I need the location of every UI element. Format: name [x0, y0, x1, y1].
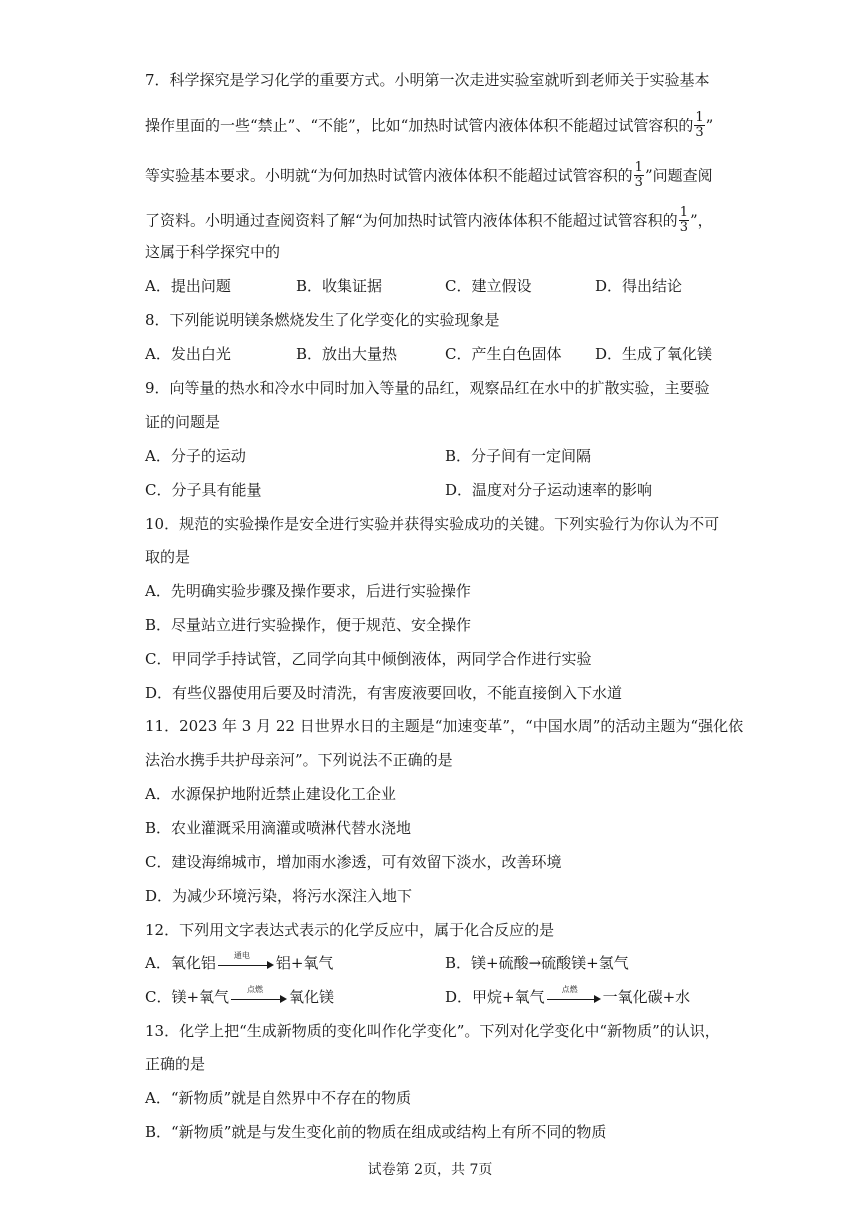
q8-option-a: A．发出白光: [145, 345, 231, 363]
q7-stem-text: 操作里面的一些“禁止”、“不能”，比如“加热时试管内液体体积不能超过试管容积的: [145, 116, 694, 135]
q9-option-d: D．温度对分子运动速率的影响: [445, 481, 653, 499]
q8-option-b: B．放出大量热: [296, 345, 398, 363]
q10-option-c: C．甲同学手持试管，乙同学向其中倾倒液体，两同学合作进行实验: [145, 650, 592, 668]
q13-stem-line-2: 正确的是: [145, 1055, 206, 1073]
q11-option-d: D．为减少环境污染，将污水深注入地下: [145, 887, 413, 905]
q7-stem-text: 等实验基本要求。小明就“为何加热时试管内液体体积不能超过试管容积的: [145, 166, 633, 185]
q10-stem-line-2: 取的是: [145, 548, 191, 566]
q12-option-a: A．氧化铝 通电 铝+氧气: [145, 951, 334, 972]
q12-stem: 12．下列用文字表达式表示的化学反应中，属于化合反应的是: [145, 921, 555, 939]
q11-option-a: A．水源保护地附近禁止建设化工企业: [145, 785, 396, 803]
q11-option-b: B．农业灌溉采用滴灌或喷淋代替水浇地: [145, 819, 412, 837]
q9-option-c: C．分子具有能量: [145, 481, 262, 499]
q7-stem-line-4: 了资料。小明通过查阅资料了解“为何加热时试管内液体体积不能超过试管容积的 $\frac{1}{3}$ ”，: [145, 205, 713, 235]
q7-option-c: C．建立假设: [445, 277, 532, 295]
reaction-arrow-icon: 点燃: [231, 991, 287, 1005]
q11-stem-line-2: 法治水携手共护母亲河”。下列说法不正确的是: [145, 751, 453, 769]
q12-option-c: C．镁+氧气 点燃 氧化镁: [145, 985, 335, 1006]
fraction-one-third: $\frac{1}{3}$: [679, 205, 688, 235]
q7-option-b: B．收集证据: [296, 277, 383, 295]
q13-stem-line-1: 13．化学上把“生成新物质的变化叫作化学变化”。下列对化学变化中“新物质”的认识，: [145, 1022, 720, 1040]
q8-option-d: D．生成了氧化镁: [595, 345, 713, 363]
q9-option-b: B．分子间有一定间隔: [445, 447, 592, 465]
q11-option-c: C．建设海绵城市，增加雨水渗透，可有效留下淡水，改善环境: [145, 853, 562, 871]
q10-option-a: A．先明确实验步骤及操作要求，后进行实验操作: [145, 582, 471, 600]
q8-stem: 8．下列能说明镁条燃烧发生了化学变化的实验现象是: [145, 311, 500, 329]
q9-stem-line-1: 9．向等量的热水和冷水中同时加入等量的品红，观察品红在水中的扩散实验，主要验: [145, 379, 710, 397]
fraction-one-third: $\frac{1}{3}$: [634, 160, 643, 190]
q7-stem-text: 了资料。小明通过查阅资料了解“为何加热时试管内液体体积不能超过试管容积的: [145, 211, 678, 230]
q7-stem-line-1: 7．科学探究是学习化学的重要方式。小明第一次走进实验室就听到老师关于实验基本: [145, 71, 710, 89]
q10-option-b: B．尽量站立进行实验操作，便于规范、安全操作: [145, 616, 472, 634]
q12-option-b: B．镁+硫酸→硫酸镁+氢气: [445, 954, 629, 972]
q13-option-a: A．“新物质”就是自然界中不存在的物质: [145, 1089, 412, 1107]
q7-option-d: D．得出结论: [595, 277, 683, 295]
q9-stem-line-2: 证的问题是: [145, 413, 221, 431]
q13-option-b: B．“新物质”就是与发生变化前的物质在组成或结构上有所不同的物质: [145, 1123, 607, 1141]
q7-stem-line-5: 这属于科学探究中的: [145, 243, 281, 261]
q8-option-c: C．产生白色固体: [445, 345, 562, 363]
q7-stem-line-2: 操作里面的一些“禁止”、“不能”，比如“加热时试管内液体体积不能超过试管容积的 $\frac{1}{3}$ ”: [145, 110, 714, 140]
q7-stem-line-3: 等实验基本要求。小明就“为何加热时试管内液体体积不能超过试管容积的 $\frac{1}{3}$ ”问题查阅: [145, 160, 713, 190]
q10-option-d: D．有些仪器使用后要及时清洗，有害废液要回收，不能直接倒入下水道: [145, 684, 623, 702]
q9-option-a: A．分子的运动: [145, 447, 246, 465]
q10-stem-line-1: 10．规范的实验操作是安全进行实验并获得实验成功的关键。下列实验行为你认为不可: [145, 515, 720, 533]
q7-option-a: A．提出问题: [145, 277, 231, 295]
reaction-arrow-icon: 通电: [218, 957, 274, 971]
reaction-arrow-icon: 点燃: [547, 991, 601, 1005]
fraction-one-third: $\frac{1}{3}$: [695, 110, 704, 140]
q11-stem-line-1: 11．2023 年 3 月 22 日世界水日的主题是“加速变革”，“中国水周”的活动主题为“强化依: [145, 717, 744, 735]
page-footer: 试卷第 2页，共 7页: [367, 1162, 493, 1178]
q12-option-d: D．甲烷+氧气 点燃 一氧化碳+水: [445, 985, 691, 1006]
